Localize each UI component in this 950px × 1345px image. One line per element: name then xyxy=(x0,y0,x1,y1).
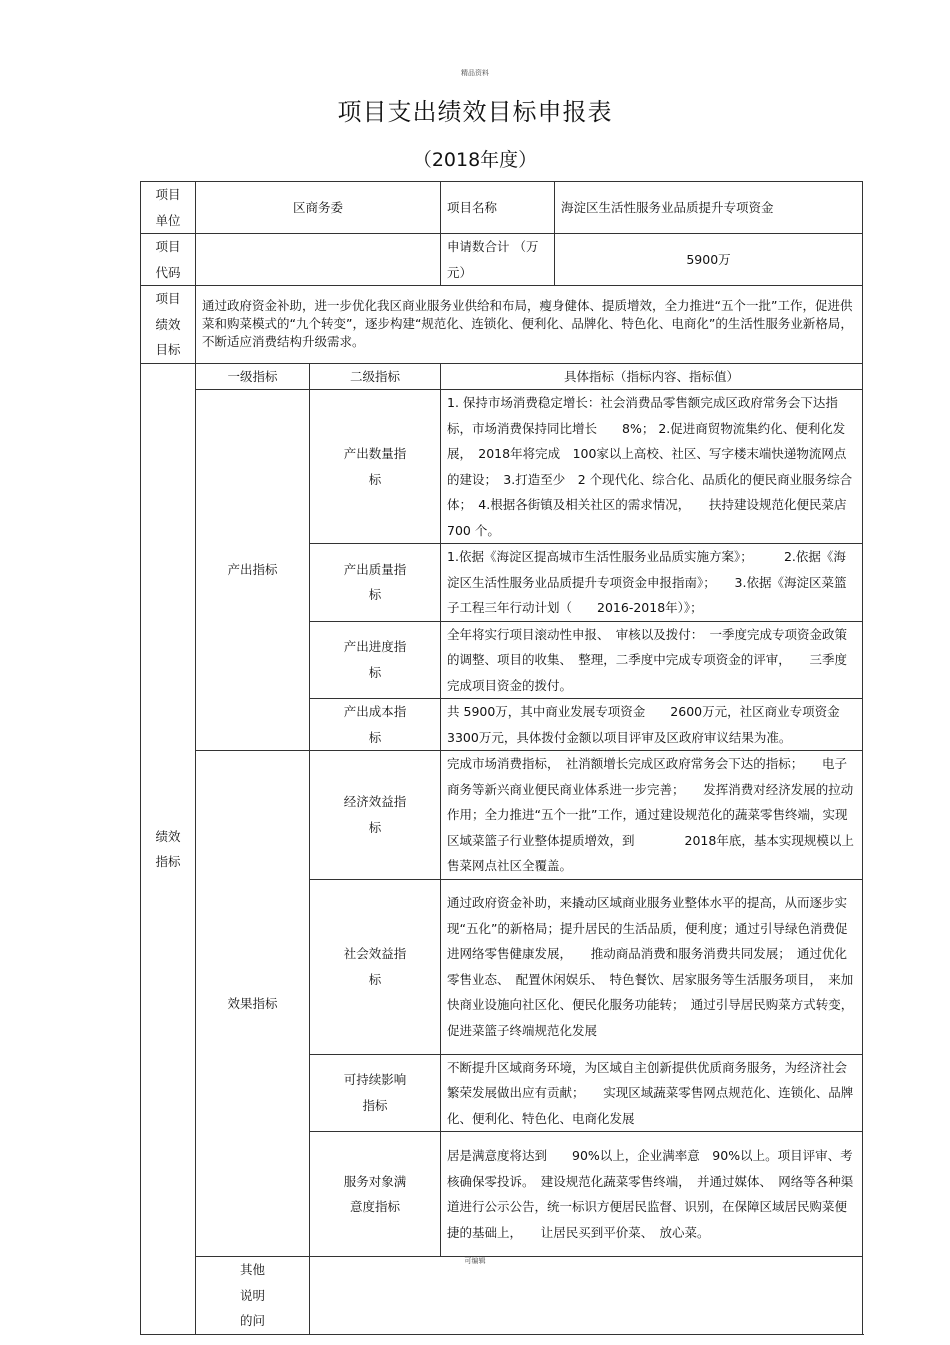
goal-label: 项目 绩效 目标 xyxy=(141,286,196,364)
effect-social-label: 社会效益指 标 xyxy=(310,879,441,1054)
row-indicator-header xyxy=(141,363,863,390)
goal-value: 通过政府资金补助，进一步优化我区商业服务业供给和布局，瘦身健体、提质增效，全力推进“五个一批”工作，促进供菜和购菜模式的“九个转变”，逐步构建“规范化、连锁化、便利化、品牌化、特色化、电商化”的生活性服务业新格局，不断适应消费结构升级需求。 xyxy=(196,286,863,364)
effect-social-text: 通过政府资金补助，来撬动区域商业服务业整体水平的提高，从而逐步实现“五化”的新格局；提升居民的生活品质，便利度；通过引导绿色消费促进网络零售健康发展， 推动商品消费和服务消费共同发展； 通过优化零售业态、 配置休闲娱乐、 特色餐饮、居家服务等生活服务项目， 来加快商业设施向社区化、便民化服务功能转； 通过引导居民购菜方式转变， 促进菜篮子终端规范化发展 xyxy=(441,879,863,1054)
output-progress-text: 全年将实行项目滚动性申报、 审核以及拨付： 一季度完成专项资金政策的调整、项目的收集、 整理，二季度中完成专项资金的评审， 三季度完成项目资金的拨付。 xyxy=(441,621,863,699)
output-cost-label: 产出成本指 标 xyxy=(310,699,441,751)
output-group-label: 产出指标 xyxy=(196,390,310,751)
output-progress-label: 产出进度指 标 xyxy=(310,621,441,699)
row-other xyxy=(141,1257,863,1335)
effect-satisfaction-text: 居是满意度将达到 90%以上，企业满率意 90%以上。项目评审、考核确保零投诉。 建设规范化蔬菜零售终端， 并通过媒体、 网络等各种渠道进行公示公告，统一标识方便居民监督、识别，在保障区域居民购菜便捷的基础上， 让居民买到平价菜、 放心菜。 xyxy=(441,1132,863,1257)
project-name-value: 海淀区生活性服务业品质提升专项资金 xyxy=(555,182,863,234)
header-note: 精品资料 xyxy=(461,69,489,77)
unit-value: 区商务委 xyxy=(196,182,441,234)
effect-economic-label: 经济效益指 标 xyxy=(310,751,441,880)
col-level2-header: 二级指标 xyxy=(310,363,441,390)
code-label: 项目 代码 xyxy=(141,234,196,286)
output-cost-text: 共 5900万，其中商业发展专项资金 2600万元，社区商业专项资金 3300万元，具体拨付金额以项目评审及区政府审议结果为准。 xyxy=(441,699,863,751)
output-quantity-label: 产出数量指 标 xyxy=(310,390,441,544)
other-value xyxy=(310,1257,863,1335)
output-quality-text: 1.依据《海淀区提高城市生活性服务业品质实施方案》； 2.依据《海淀区生活性服务业品质提升专项资金申报指南》； 3.依据《海淀区菜篮子工程三年行动计划（ 2016-2018年）》； xyxy=(441,544,863,622)
row-code xyxy=(141,234,863,286)
project-name-label: 项目名称 xyxy=(441,182,555,234)
unit-label: 项目 单位 xyxy=(141,182,196,234)
output-quality-label: 产出质量指 标 xyxy=(310,544,441,622)
row-goal xyxy=(141,286,863,364)
page-subtitle: （2018年度） xyxy=(412,149,538,171)
effect-economic-text: 完成市场消费指标， 社消额增长完成区政府常务会下达的指标； 电子商务等新兴商业便民商业体系进一步完善； 发挥消费对经济发展的拉动作用；全力推进“五个一批”工作，通过建设规范化的蔬菜零售终端，实现区域菜篮子行业整体提质增效，到 2018年底，基本实现规模以上售菜网点社区全覆盖。 xyxy=(441,751,863,880)
amount-label: 申请数合计 （万元） xyxy=(441,234,555,286)
page-title: 项目支出绩效目标申报表 xyxy=(337,98,613,126)
col-level1-header: 一级指标 xyxy=(196,363,310,390)
effect-sustainable-text: 不断提升区域商务环境，为区域自主创新提供优质商务服务，为经济社会繁荣发展做出应有贡献； 实现区域蔬菜零售网点规范化、连锁化、品牌化、便利化、特色化、电商化发展 xyxy=(441,1054,863,1132)
effect-group-label: 效果指标 xyxy=(196,751,310,1257)
row-unit xyxy=(141,182,863,234)
performance-target-table xyxy=(140,181,872,1335)
col-detail-header: 具体指标（指标内容、指标值） xyxy=(441,363,863,390)
code-value xyxy=(196,234,441,286)
row-effect-economic xyxy=(141,751,863,880)
amount-value: 5900万 xyxy=(555,234,863,286)
row-output-quantity xyxy=(141,390,863,544)
other-label: 其他 说明 的问 xyxy=(196,1257,310,1335)
output-quantity-text: 1. 保持市场消费稳定增长：社会消费品零售额完成区政府常务会下达指标，市场消费保持同比增长 8%； 2.促进商贸物流集约化、便利化发展， 2018年将完成 100家以上高校、社区、写字楼末端快递物流网点的建设； 3.打造至少 2 个现代化、综合化、品质化的便民商业服务综合体； 4.根据各街镇及相关社区的需求情况， 扶持建设规范化便民菜店 700 个。 xyxy=(441,390,863,544)
perf-indicator-label: 绩效 指标 xyxy=(141,363,196,1334)
effect-satisfaction-label: 服务对象满 意度指标 xyxy=(310,1132,441,1257)
effect-sustainable-label: 可持续影响 指标 xyxy=(310,1054,441,1132)
footer-note: 可编辑 xyxy=(464,1257,486,1265)
